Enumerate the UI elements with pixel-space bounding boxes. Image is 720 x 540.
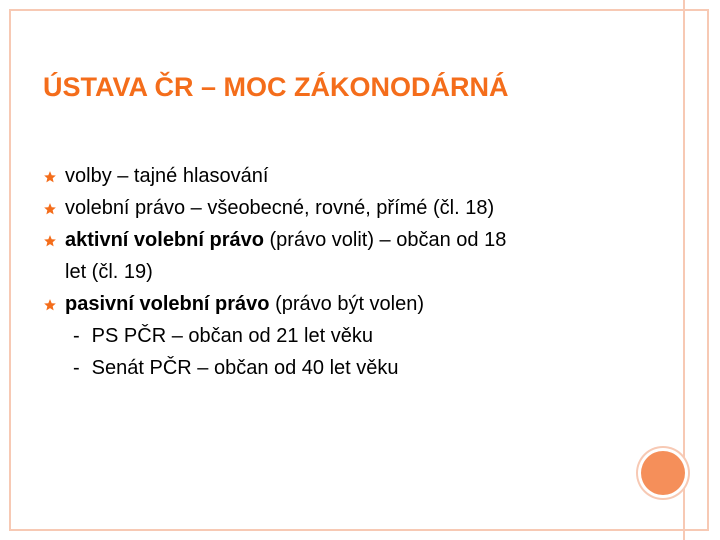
bullet-text-continued: let (čl. 19) (65, 261, 153, 283)
star-icon (43, 170, 57, 184)
sub-dash: - (73, 325, 80, 347)
star-icon (43, 234, 57, 248)
bullet-text: (právo být volen) (269, 293, 425, 315)
star-icon (43, 202, 57, 216)
slide-title: ÚSTAVA ČR – MOC ZÁKONODÁRNÁ (43, 72, 509, 102)
bullet-bold-text: aktivní volební právo (65, 229, 264, 251)
bullet-text: volby – tajné hlasování (65, 165, 269, 187)
bullet-text: volební právo – všeobecné, rovné, přímé (čl. 18) (65, 197, 495, 219)
sub-list-item (43, 320, 643, 352)
list-item (43, 288, 643, 320)
bullet-list (43, 160, 643, 384)
list-item (43, 192, 643, 224)
star-icon (43, 298, 57, 312)
decorative-circle (641, 451, 685, 495)
sub-text: PS PČR – občan od 21 let věku (91, 325, 373, 347)
decorative-vertical-line (683, 0, 685, 540)
sub-dash: - (73, 357, 80, 379)
bullet-bold-text: pasivní volební právo (65, 293, 270, 315)
list-item (43, 224, 643, 288)
sub-list-item (43, 352, 643, 384)
bullet-text: (právo volit) – občan od 18 (263, 229, 507, 251)
list-item (43, 160, 643, 192)
sub-text: Senát PČR – občan od 40 let věku (91, 357, 399, 379)
